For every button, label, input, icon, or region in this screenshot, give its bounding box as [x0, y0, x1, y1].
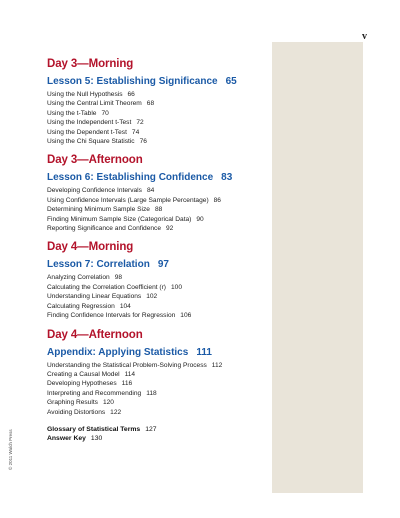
- back-matter: [47, 425, 272, 444]
- entry-page: 114: [124, 370, 136, 378]
- entry-title: Using the Chi Square Statistic: [47, 138, 135, 146]
- entry-page: 122: [110, 408, 122, 416]
- entry-title: Calculating the Correlation Coefficient (r): [47, 283, 166, 291]
- toc-entry[interactable]: [47, 137, 272, 146]
- toc-entry[interactable]: [47, 205, 272, 214]
- entry-title: Understanding the Statistical Problem-Solving Process: [47, 361, 207, 369]
- table-of-contents: [47, 58, 272, 444]
- toc-entry[interactable]: [47, 99, 272, 108]
- toc-entry[interactable]: [47, 215, 272, 224]
- entry-page: 76: [139, 138, 147, 146]
- entry-title: Using the Null Hypothesis: [47, 91, 123, 98]
- lesson-page: 97: [157, 259, 169, 271]
- lesson-title: Appendix: Applying Statistics: [47, 346, 189, 358]
- entry-page: 98: [114, 274, 123, 282]
- entry-page: 86: [213, 196, 221, 204]
- entry-title: Calculating Regression: [47, 302, 115, 310]
- toc-section: [47, 154, 272, 233]
- entry-title: Developing Hypotheses: [47, 380, 117, 388]
- lesson-title: Lesson 6: Establishing Confidence: [47, 172, 214, 184]
- decorative-sidebar-panel: [272, 42, 363, 493]
- day-heading: Day 3—Morning: [47, 58, 134, 70]
- lesson-page: 111: [196, 346, 212, 358]
- toc-entry[interactable]: [47, 224, 272, 233]
- entry-title: Using the t-Table: [47, 109, 97, 117]
- entry-title: Analyzing Correlation: [47, 274, 110, 282]
- entry-title: Interpreting and Recommending: [47, 389, 142, 397]
- toc-entry[interactable]: [47, 90, 272, 99]
- entry-title: Determining Minimum Sample Size: [47, 206, 150, 214]
- toc-entry[interactable]: [47, 273, 272, 282]
- entry-page: 68: [146, 100, 155, 108]
- lesson-page: 65: [225, 76, 237, 87]
- entry-page: 116: [121, 380, 133, 388]
- page-number: v: [362, 31, 367, 42]
- toc-entry[interactable]: [47, 408, 272, 417]
- lesson-page: 83: [221, 172, 233, 184]
- toc-entry[interactable]: [47, 370, 272, 379]
- entry-title: Avoiding Distortions: [47, 408, 106, 416]
- toc-entry[interactable]: [47, 118, 272, 127]
- entry-title: Glossary of Statistical Terms: [47, 425, 141, 433]
- entry-page: 118: [146, 389, 157, 397]
- toc-entry[interactable]: [47, 292, 272, 301]
- entry-page: 66: [127, 91, 135, 98]
- toc-entry[interactable]: [47, 361, 272, 370]
- entry-page: 127: [145, 425, 157, 433]
- entry-page: 92: [166, 225, 174, 233]
- entry-title: Finding Minimum Sample Size (Categorical Data): [47, 215, 192, 223]
- toc-entry[interactable]: [47, 283, 272, 292]
- entry-page: 72: [136, 119, 144, 127]
- entry-page: 84: [146, 187, 155, 195]
- day-heading: Day 3—Afternoon: [47, 154, 143, 167]
- entry-page: 74: [131, 128, 140, 136]
- toc-entry[interactable]: [47, 186, 272, 195]
- entry-title: Using the Dependent t-Test: [47, 128, 127, 136]
- lesson-heading[interactable]: [47, 259, 272, 271]
- entry-title: Graphing Results: [47, 399, 98, 407]
- entry-page: 104: [119, 302, 131, 310]
- entry-page: 88: [154, 206, 163, 214]
- lesson-title: Lesson 7: Correlation: [47, 259, 150, 271]
- toc-entry[interactable]: [47, 109, 272, 118]
- toc-entry[interactable]: [47, 389, 272, 398]
- glossary-entry[interactable]: [47, 425, 272, 434]
- entry-page: 100: [171, 283, 183, 291]
- entry-title: Using the Central Limit Theorem: [47, 100, 142, 108]
- day-heading: Day 4—Afternoon: [47, 328, 143, 341]
- entry-title: Finding Confidence Intervals for Regression: [47, 312, 176, 320]
- entry-page: 106: [180, 312, 192, 320]
- toc-entry[interactable]: [47, 398, 272, 407]
- toc-entry[interactable]: [47, 128, 272, 137]
- toc-entry[interactable]: [47, 196, 272, 205]
- copyright-notice: © 2011 Walch Press: [8, 429, 13, 470]
- entry-page: 70: [101, 109, 109, 117]
- entry-title: Using the Independent t-Test: [47, 119, 132, 127]
- toc-section: [47, 329, 272, 417]
- day-heading: Day 4—Morning: [47, 241, 134, 254]
- toc-section: [47, 58, 272, 146]
- toc-section: [47, 241, 272, 320]
- entry-title: Using Confidence Intervals (Large Sample Percentage): [47, 196, 209, 204]
- entry-title: Answer Key: [47, 435, 86, 443]
- toc-entry[interactable]: [47, 302, 272, 311]
- entry-page: 102: [146, 293, 158, 301]
- entry-page: 112: [211, 361, 223, 369]
- entry-page: 90: [196, 215, 204, 223]
- toc-entry[interactable]: [47, 311, 272, 320]
- lesson-heading[interactable]: [47, 347, 272, 359]
- answer-key-entry[interactable]: [47, 434, 272, 443]
- lesson-heading[interactable]: [47, 172, 272, 184]
- lesson-heading[interactable]: [47, 76, 272, 88]
- entry-title: Understanding Linear Equations: [47, 293, 142, 301]
- entry-title: Creating a Causal Model: [47, 370, 120, 378]
- entry-title: Developing Confidence Intervals: [47, 187, 142, 195]
- entry-title: Reporting Significance and Confidence: [47, 225, 161, 233]
- toc-entry[interactable]: [47, 379, 272, 388]
- lesson-title: Lesson 5: Establishing Significance: [47, 76, 218, 87]
- entry-page: 130: [90, 435, 103, 443]
- entry-page: 120: [102, 399, 114, 407]
